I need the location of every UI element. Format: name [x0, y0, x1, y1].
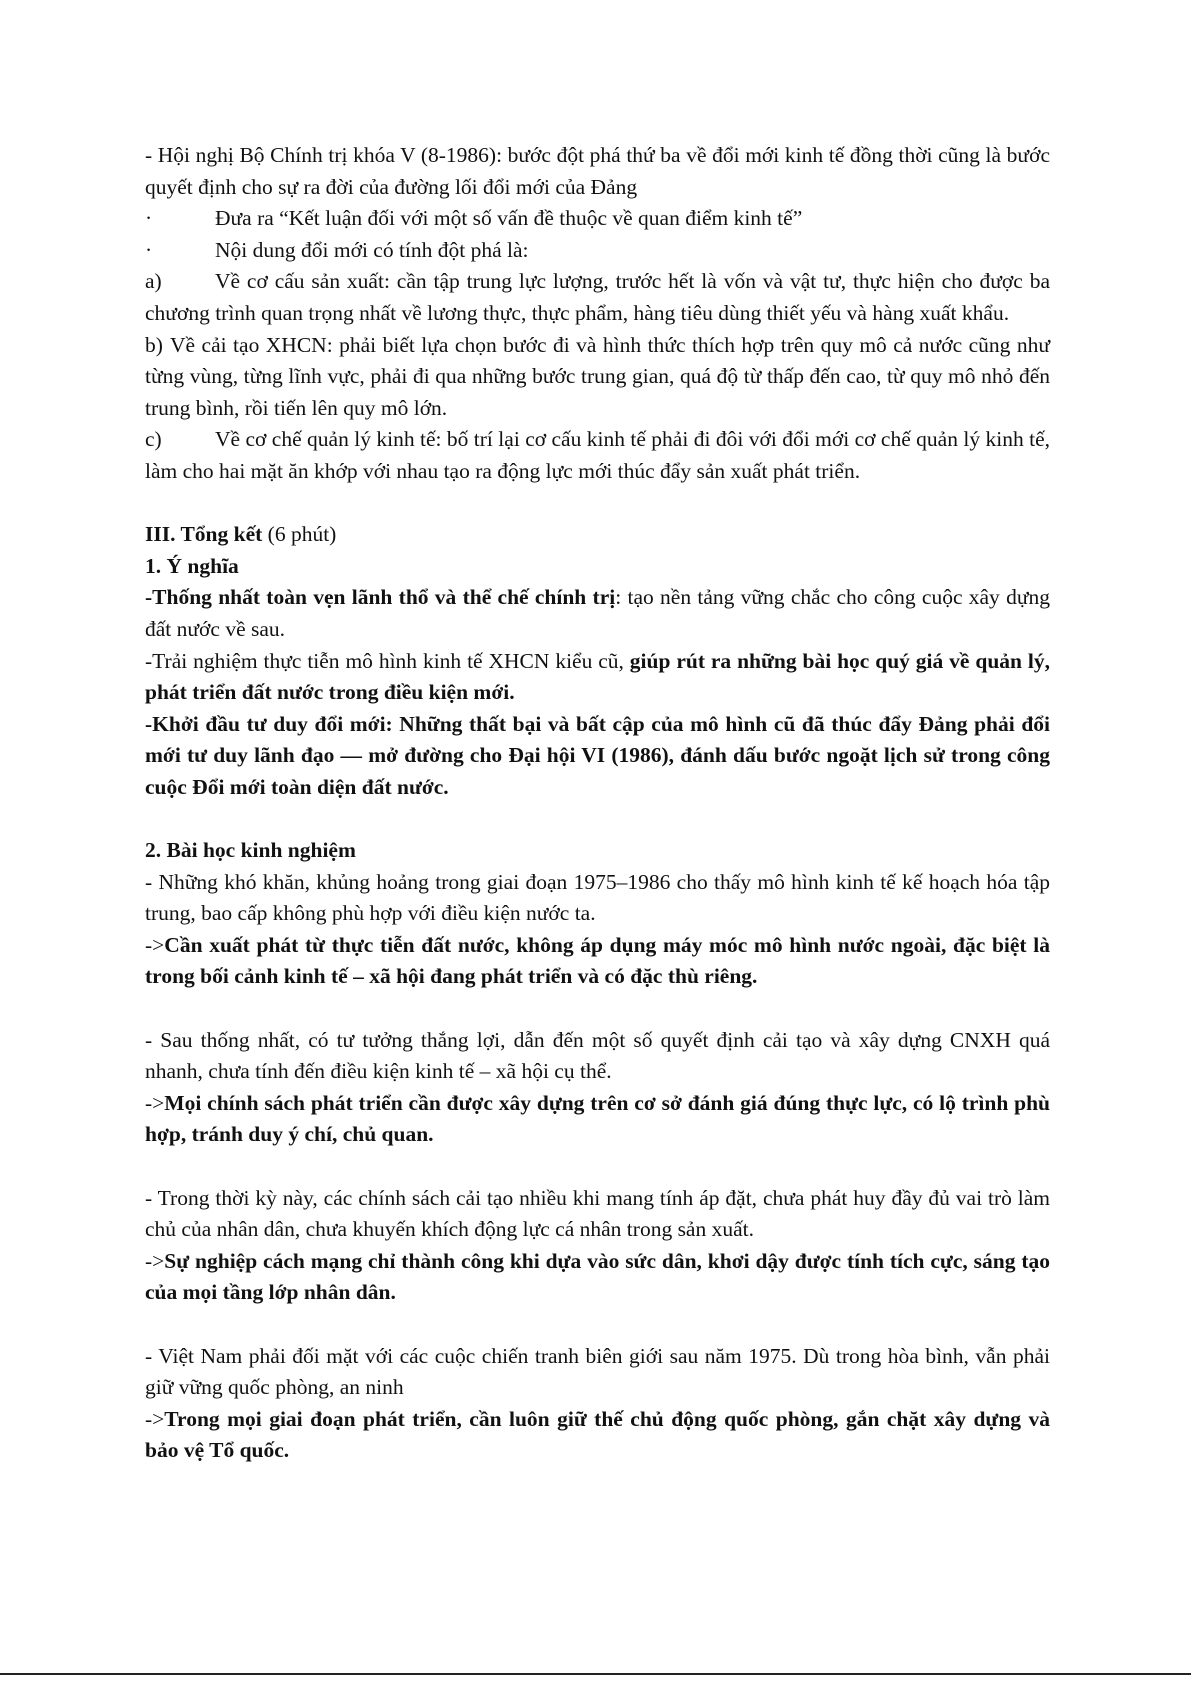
bullet-marker: · [145, 206, 153, 231]
arrow-marker: -> [145, 1406, 165, 1431]
lesson-3-context: - Trong thời kỳ này, các chính sách cải tạo nhiều khi mang tính áp đặt, chưa phát huy đầy đủ vai trò làm chủ của nhân dân, chưa khuyến khích động lực cá nhân trong sản xuất. [145, 1185, 1050, 1242]
spacer [145, 1151, 1050, 1183]
section-title: III. Tổng kết [145, 522, 263, 547]
meaning-2-plain: -Trải nghiệm thực tiễn mô hình kinh tế XHCN kiểu cũ, [145, 648, 630, 673]
list-marker: c) [145, 427, 162, 452]
arrow-marker: -> [145, 1248, 165, 1273]
meaning-3 [145, 709, 1050, 804]
lesson-4-conclusion [145, 1404, 1050, 1467]
spacer [145, 488, 1050, 520]
document-page [145, 140, 1050, 1467]
page-bottom-rule [0, 1673, 1191, 1675]
subheading-lessons [145, 835, 1050, 867]
meaning-3-bold: -Khởi đầu tư duy đổi mới: Những thất bại và bất cập của mô hình cũ đã thúc đẩy Đảng phải đổi mới tư duy lãnh đạo — mở đường cho Đại hội VI (1986), đánh dấu bước ngoặt lịch sử trong công cuộc Đổi mới toàn diện đất nước. [145, 711, 1050, 799]
meaning-1 [145, 582, 1050, 645]
bullet-item [145, 203, 1050, 235]
subheading-meaning-text: 1. Ý nghĩa [145, 553, 239, 578]
lesson-1-bold: Cần xuất phát từ thực tiễn đất nước, không áp dụng máy móc mô hình nước ngoài, đặc biệt là trong bối cảnh kinh tế – xã hội đang phát triển và có đặc thù riêng. [145, 932, 1050, 989]
list-item-a [145, 266, 1050, 329]
section-heading [145, 519, 1050, 551]
lesson-2-conclusion [145, 1088, 1050, 1151]
lesson-2-context: - Sau thống nhất, có tư tưởng thắng lợi, dẫn đến một số quyết định cải tạo và xây dựng CNXH quá nhanh, chưa tính đến điều kiện kinh tế – xã hội cụ thể. [145, 1027, 1050, 1084]
list-item-c [145, 424, 1050, 487]
meaning-1-rest: : tạo nền tảng vững chắc cho công cuộc xây dựng đất nước về sau. [145, 585, 1050, 641]
list-item-b [145, 330, 1050, 425]
meaning-1-bold: -Thống nhất toàn vẹn lãnh thổ và thể chế chính trị [145, 585, 616, 610]
meaning-2 [145, 646, 1050, 709]
list-marker: a) [145, 269, 162, 294]
bullet-item [145, 235, 1050, 267]
spacer [145, 803, 1050, 835]
spacer [145, 1309, 1050, 1341]
lesson-2-bold: Mọi chính sách phát triển cần được xây dựng trên cơ sở đánh giá đúng thực lực, có lộ trình phù hợp, tránh duy ý chí, chủ quan. [145, 1090, 1050, 1147]
subheading-meaning [145, 551, 1050, 583]
list-text: Về cải tạo XHCN: phải biết lựa chọn bước đi và hình thức thích hợp trên quy mô cả nước cũng như từng vùng, từng lĩnh vực, phải đi qua những bước trung gian, quá độ từ thấp đến cao, từ quy mô nhỏ đến trung bình, rồi tiến lên quy mô lớn. [145, 332, 1050, 420]
paragraph-intro: - Hội nghị Bộ Chính trị khóa V (8-1986): bước đột phá thứ ba về đổi mới kinh tế đồng thời cũng là bước quyết định cho sự ra đời của đường lối đổi mới của Đảng [145, 143, 1050, 199]
subheading-lessons-text: 2. Bài học kinh nghiệm [145, 838, 356, 863]
lesson-4-bold: Trong mọi giai đoạn phát triển, cần luôn giữ thế chủ động quốc phòng, gắn chặt xây dựng và bảo vệ Tổ quốc. [145, 1406, 1050, 1463]
lesson-3-bold: Sự nghiệp cách mạng chỉ thành công khi dựa vào sức dân, khơi dậy được tính tích cực, sáng tạo của mọi tầng lớp nhân dân. [145, 1248, 1050, 1305]
bullet-text: Nội dung đổi mới có tính đột phá là: [215, 237, 529, 262]
list-text: Về cơ chế quản lý kinh tế: bố trí lại cơ cấu kinh tế phải đi đôi với đổi mới cơ chế quản lý kinh tế, làm cho hai mặt ăn khớp với nhau tạo ra động lực mới thúc đẩy sản xuất phát triển. [145, 427, 1050, 483]
bullet-marker: · [145, 237, 153, 262]
arrow-marker: -> [145, 1090, 165, 1115]
section-time-note: (6 phút) [262, 522, 337, 547]
bullet-text: Đưa ra “Kết luận đối với một số vấn đề thuộc về quan điểm kinh tế” [215, 206, 803, 231]
lesson-3-conclusion [145, 1246, 1050, 1309]
lesson-1-conclusion [145, 930, 1050, 993]
list-text: Về cơ cấu sản xuất: cần tập trung lực lượng, trước hết là vốn và vật tư, thực hiện cho được ba chương trình quan trọng nhất về lương thực, thực phẩm, hàng tiêu dùng thiết yếu và hàng xuất khẩu. [145, 269, 1050, 325]
list-marker: b) [145, 332, 163, 357]
lesson-4-context: - Việt Nam phải đối mặt với các cuộc chiến tranh biên giới sau năm 1975. Dù trong hòa bình, vẫn phải giữ vững quốc phòng, an ninh [145, 1343, 1050, 1400]
lesson-1-context: - Những khó khăn, khủng hoảng trong giai đoạn 1975–1986 cho thấy mô hình kinh tế kế hoạch hóa tập trung, bao cấp không phù hợp với điều kiện nước ta. [145, 869, 1050, 926]
meaning-2-bold: giúp rút ra những bài học quý giá về quản lý, phát triển đất nước trong điều kiện mới. [145, 648, 1050, 705]
arrow-marker: -> [145, 932, 165, 957]
spacer [145, 993, 1050, 1025]
